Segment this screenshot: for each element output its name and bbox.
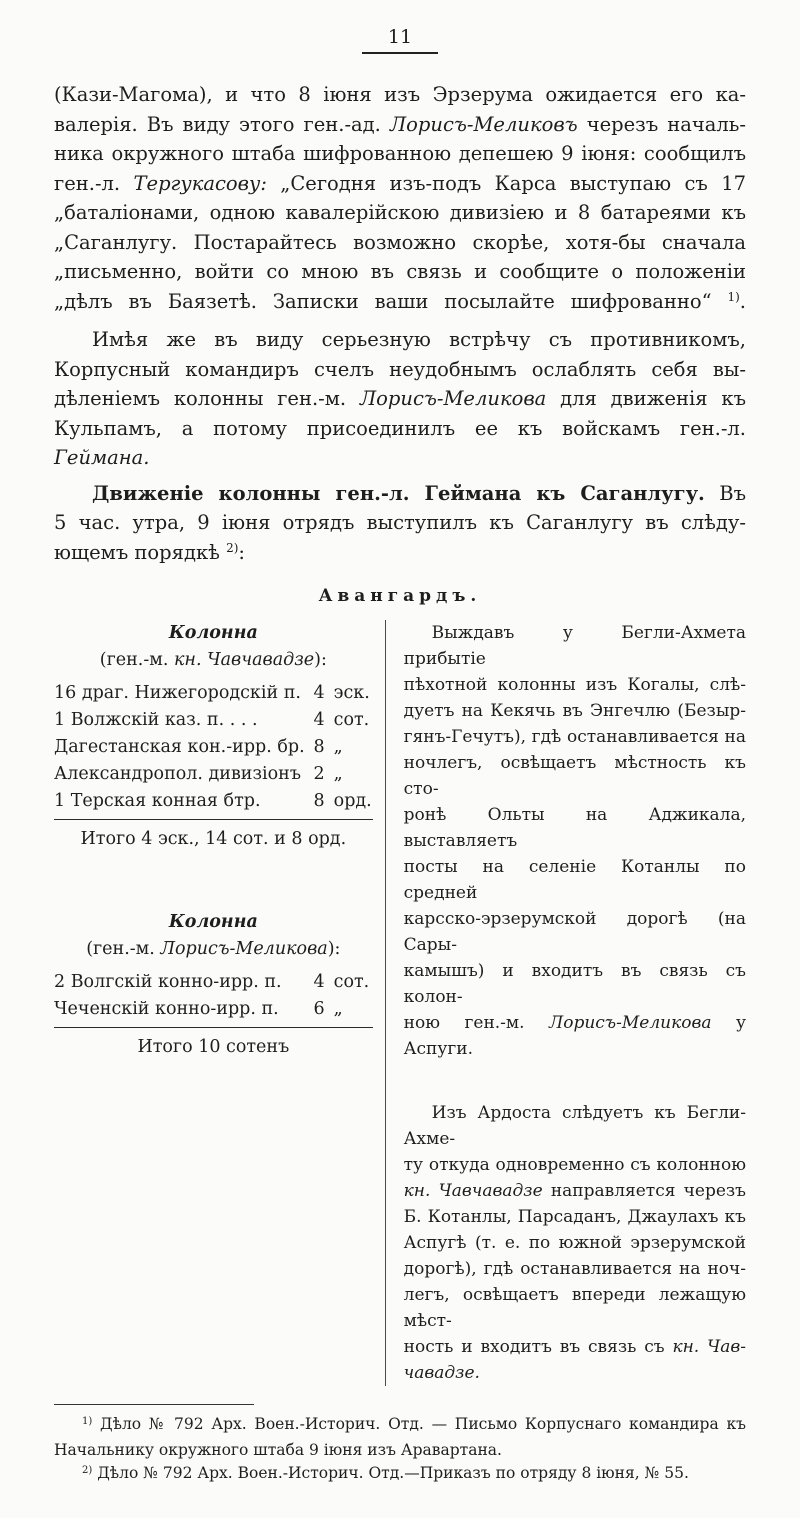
- text-line: $^{2)}$ Дѣло № 792 Арх. Воен.-Историч. Отд.—Приказъ по отряду 8 іюня, № 55.: [82, 1464, 689, 1482]
- text-line: ющемъ порядкѣ $^{2)}$:: [54, 540, 245, 564]
- text-line: (ген.-м. Лорисъ-Меликова):: [86, 939, 341, 959]
- footnotes-block: [54, 1413, 746, 1488]
- row-unit: „: [333, 764, 343, 784]
- text-line: ность и входитъ въ связь съ кн. Чав-: [403, 1337, 746, 1357]
- table-row: [54, 788, 373, 815]
- row-label: Дагестанская кон.-ирр. бр.: [54, 737, 305, 757]
- row-unit: сот.: [333, 710, 370, 730]
- row-label: Чеченскій конно-ирр. п.: [54, 999, 279, 1019]
- text-line: „Саганлугу. Постарайтесь возможно скорѣе, хотя-бы сначала: [54, 230, 746, 254]
- text-line: чавадзе.: [403, 1363, 480, 1383]
- text-line: „письменно, войти со мною въ связь и сообщите о положеніи: [54, 260, 746, 283]
- page-number: 11: [362, 26, 438, 54]
- row-number: 8: [313, 737, 325, 757]
- text-line: Имѣя же въ виду серьезную встрѣчу съ противникомъ,: [92, 328, 746, 351]
- text-line: (Кази-Магома), и что 8 іюня изъ Эрзерума ожидается его ка-: [54, 83, 746, 106]
- column-table-2: [54, 909, 373, 1061]
- text-line: Б. Котанлы, Парсаданъ, Джаулахъ къ: [403, 1207, 746, 1227]
- row-unit: „: [333, 737, 343, 757]
- table-title: Колонна: [168, 623, 258, 643]
- text-line: 5 час. утра, 9 іюня отрядъ выступилъ къ Саганлугу въ слѣду-: [54, 511, 746, 534]
- table-row: [54, 996, 373, 1023]
- row-label: 16 драг. Нижегородскій п.: [54, 683, 301, 703]
- text-line: Движеніе колонны ген.-л. Геймана къ Саганлугу. Въ: [92, 481, 746, 505]
- row-unit: сот.: [333, 972, 370, 992]
- text-line: ген.-л. Тергукасову: „Сегодня изъ-подъ Карса выступаю съ 17: [54, 171, 747, 195]
- row-number: 8: [313, 791, 325, 811]
- footnote-2: [54, 1462, 746, 1488]
- text-line: карсско-эрзерумской дорогѣ (на Сары-: [403, 909, 746, 955]
- table-total: Итого 10 сотенъ: [54, 1027, 373, 1061]
- table-row: [54, 707, 373, 734]
- text-line: ронѣ Ольты на Аджикала, выставляетъ: [403, 805, 746, 851]
- text-line: ною ген.-м. Лорисъ-Меликова у Аспуги.: [403, 1013, 747, 1059]
- row-unit: эск.: [333, 683, 370, 703]
- text-line: валерія. Въ виду этого ген.-ад. Лорисъ-Меликовъ черезъ началь-: [54, 112, 746, 136]
- text-line: (ген.-м. кн. Чавчавадзе):: [99, 650, 327, 670]
- text-line: Аспугѣ (т. е. по южной эрзерумской: [403, 1233, 746, 1253]
- column-table-1: [54, 620, 373, 853]
- text-line: легъ, освѣщаетъ впереди лежащую мѣст-: [403, 1285, 746, 1331]
- right-column-paragraph-1: [404, 620, 746, 1062]
- text-line: „баталіонами, одною кавалерійскою дивизіею и 8 батареями къ: [54, 201, 746, 224]
- text-line: $^{1)}$ Дѣло № 792 Арх. Воен.-Историч. Отд. — Письмо Корпуснаго командира къ: [82, 1415, 746, 1433]
- main-text-block: [54, 80, 746, 570]
- row-number: 4: [313, 683, 325, 703]
- row-label: 1 Волжскій каз. п. . . .: [54, 710, 258, 730]
- text-line: гянъ-Гечутъ), гдѣ останавливается на: [403, 727, 746, 747]
- paragraph-1: [54, 80, 746, 319]
- text-line: Корпусный командиръ счелъ неудобнымъ ослаблять себя вы-: [54, 357, 746, 381]
- table-title: Колонна: [168, 912, 258, 932]
- row-number: 4: [313, 972, 325, 992]
- text-line: камышъ) и входитъ въ связь съ колон-: [403, 961, 746, 1007]
- text-line: „дѣлъ въ Баязетѣ. Записки ваши посылайте шифрованно“ $^{1)}$.: [54, 289, 746, 313]
- row-number: 2: [313, 764, 325, 784]
- text-line: ника окружного штаба шифрованною депешею 9 іюня: сообщилъ: [54, 142, 746, 165]
- text-line: Геймана.: [54, 446, 150, 469]
- text-line: Кульпамъ, а потому присоединилъ ее къ войскамъ ген.-л.: [54, 416, 746, 440]
- table-total: Итого 4 эск., 14 сот. и 8 орд.: [54, 819, 373, 853]
- table-row: [54, 734, 373, 761]
- table-subtitle: [54, 647, 373, 674]
- row-label: Александропол. дивизіонъ: [54, 764, 301, 784]
- paragraph-2: [54, 325, 746, 473]
- text-line: ту откуда одновременно съ колонною: [403, 1155, 746, 1175]
- footnote-separator: [54, 1404, 254, 1405]
- table-row: [54, 969, 373, 996]
- text-line: пѣхотной колонны изъ Когалы, слѣ-: [403, 675, 746, 695]
- right-column: [386, 620, 746, 1386]
- text-line: Начальнику окружного штаба 9 іюня изъ Аравартана.: [54, 1440, 502, 1459]
- row-label: 2 Волгскій конно-ирр. п.: [54, 972, 282, 992]
- table-row: [54, 761, 373, 788]
- text-line: дорогѣ), гдѣ останавливается на ноч-: [403, 1259, 746, 1279]
- text-line: дѣленіемъ колонны ген.-м. Лорисъ-Меликова для движенія къ: [54, 387, 746, 410]
- paragraph-3-section-heading: [54, 479, 746, 571]
- table-row: [54, 680, 373, 707]
- text-line: Изъ Ардоста слѣдуетъ къ Бегли-Ахме-: [403, 1103, 746, 1149]
- row-number: 6: [313, 999, 325, 1019]
- right-column-paragraph-2: [404, 1100, 746, 1386]
- text-line: Выждавъ у Бегли-Ахмета прибытіе: [403, 623, 746, 669]
- row-label: 1 Терская конная бтр.: [54, 791, 261, 811]
- text-line: дуетъ на Кекячь въ Энгечлю (Безыр-: [403, 701, 746, 721]
- footnote-1: [54, 1413, 746, 1462]
- text-line: ночлегъ, освѣщаетъ мѣстность къ сто-: [403, 753, 746, 799]
- left-column: [54, 620, 385, 1386]
- row-number: 4: [313, 710, 325, 730]
- row-unit: орд.: [333, 791, 372, 811]
- text-line: посты на селеніе Котанлы по средней: [403, 857, 746, 903]
- two-column-layout: [54, 620, 746, 1386]
- vanguard-heading: Авангардъ.: [318, 586, 482, 606]
- row-unit: „: [333, 999, 343, 1019]
- table-subtitle: [54, 936, 373, 963]
- text-line: кн. Чавчавадзе направляется черезъ: [403, 1181, 746, 1201]
